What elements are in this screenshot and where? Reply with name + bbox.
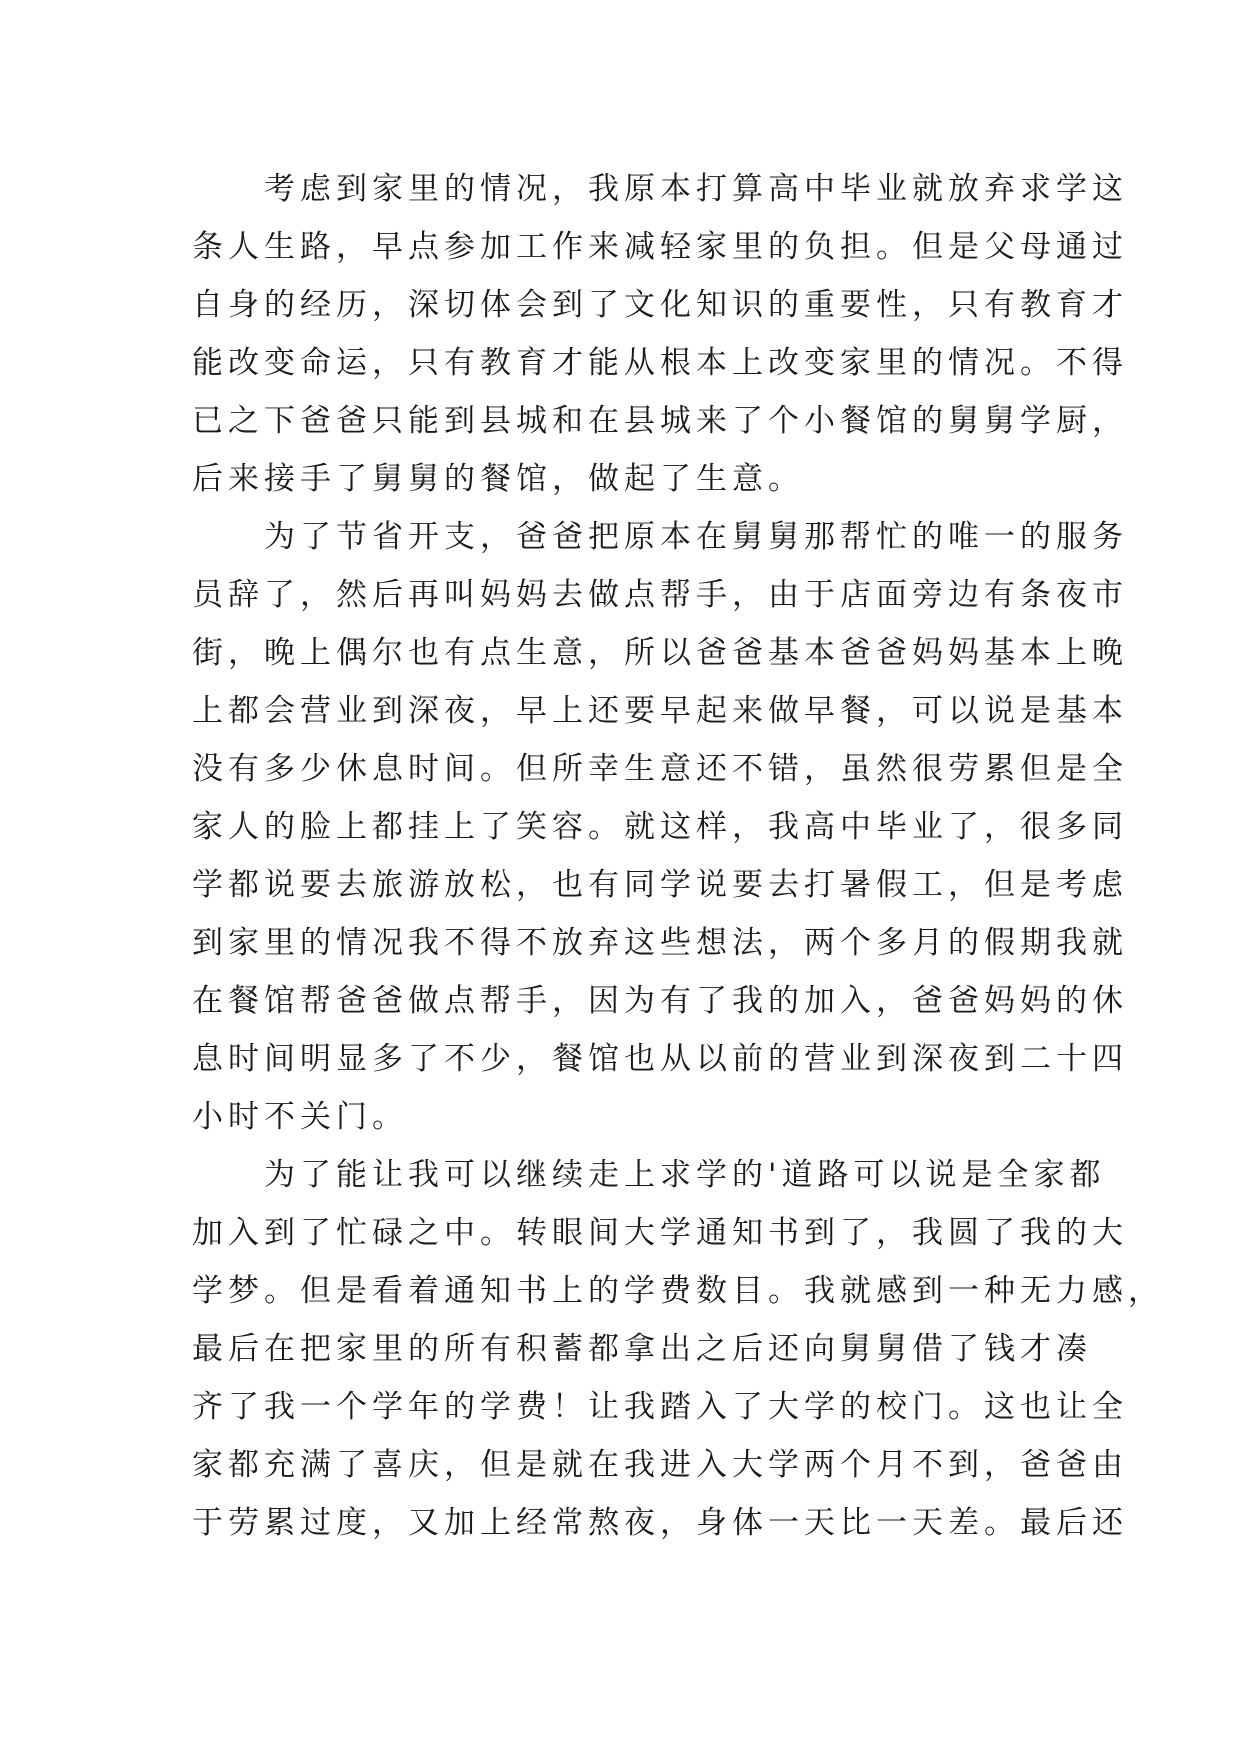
text-line: 息时间明显多了不少，餐馆也从以前的营业到深夜到二十四: [192, 1041, 1128, 1077]
text-line: 没有多少休息时间。但所幸生意还不错，虽然很劳累但是全: [192, 751, 1128, 787]
text-line: 考虑到家里的情况，我原本打算高中毕业就放弃求学这: [192, 171, 1128, 207]
text-line: 已之下爸爸只能到县城和在县城来了个小餐馆的舅舅学厨，: [192, 403, 1128, 439]
text-line: 最后在把家里的所有积蓄都拿出之后还向舅舅借了钱才凑: [192, 1331, 1092, 1367]
text-line: 家都充满了喜庆，但是就在我进入大学两个月不到，爸爸由: [192, 1447, 1128, 1483]
text-line: 学都说要去旅游放松，也有同学说要去打暑假工，但是考虑: [192, 867, 1128, 903]
text-line: 到家里的情况我不得不放弃这些想法，两个多月的假期我就: [192, 925, 1128, 961]
text-line: 家人的脸上都挂上了笑容。就这样，我高中毕业了，很多同: [192, 809, 1128, 845]
text-line: 为了能让我可以继续走上求学的'道路可以说是全家都: [192, 1157, 1106, 1193]
text-line: 后来接手了舅舅的餐馆，做起了生意。: [192, 461, 804, 497]
text-line: 学梦。但是看着通知书上的学费数目。我就感到一种无力感，: [192, 1273, 1164, 1309]
text-line: 上都会营业到深夜，早上还要早起来做早餐，可以说是基本: [192, 693, 1128, 729]
text-line: 条人生路，早点参加工作来减轻家里的负担。但是父母通过: [192, 229, 1128, 265]
text-line: 加入到了忙碌之中。转眼间大学通知书到了，我圆了我的大: [192, 1215, 1128, 1251]
text-line: 街，晚上偶尔也有点生意，所以爸爸基本爸爸妈妈基本上晚: [192, 635, 1128, 671]
text-line: 小时不关门。: [192, 1099, 408, 1135]
text-line: 员辞了，然后再叫妈妈去做点帮手，由于店面旁边有条夜市: [192, 577, 1128, 613]
text-line: 于劳累过度，又加上经常熬夜，身体一天比一天差。最后还: [192, 1505, 1128, 1541]
text-line: 自身的经历，深切体会到了文化知识的重要性，只有教育才: [192, 287, 1128, 323]
text-line: 为了节省开支，爸爸把原本在舅舅那帮忙的唯一的服务: [192, 519, 1128, 555]
text-line: 齐了我一个学年的学费！让我踏入了大学的校门。这也让全: [192, 1389, 1128, 1425]
text-line: 能改变命运，只有教育才能从根本上改变家里的情况。不得: [192, 345, 1128, 381]
body-text: [192, 160, 1164, 1552]
text-line: 在餐馆帮爸爸做点帮手，因为有了我的加入，爸爸妈妈的休: [192, 983, 1128, 1019]
